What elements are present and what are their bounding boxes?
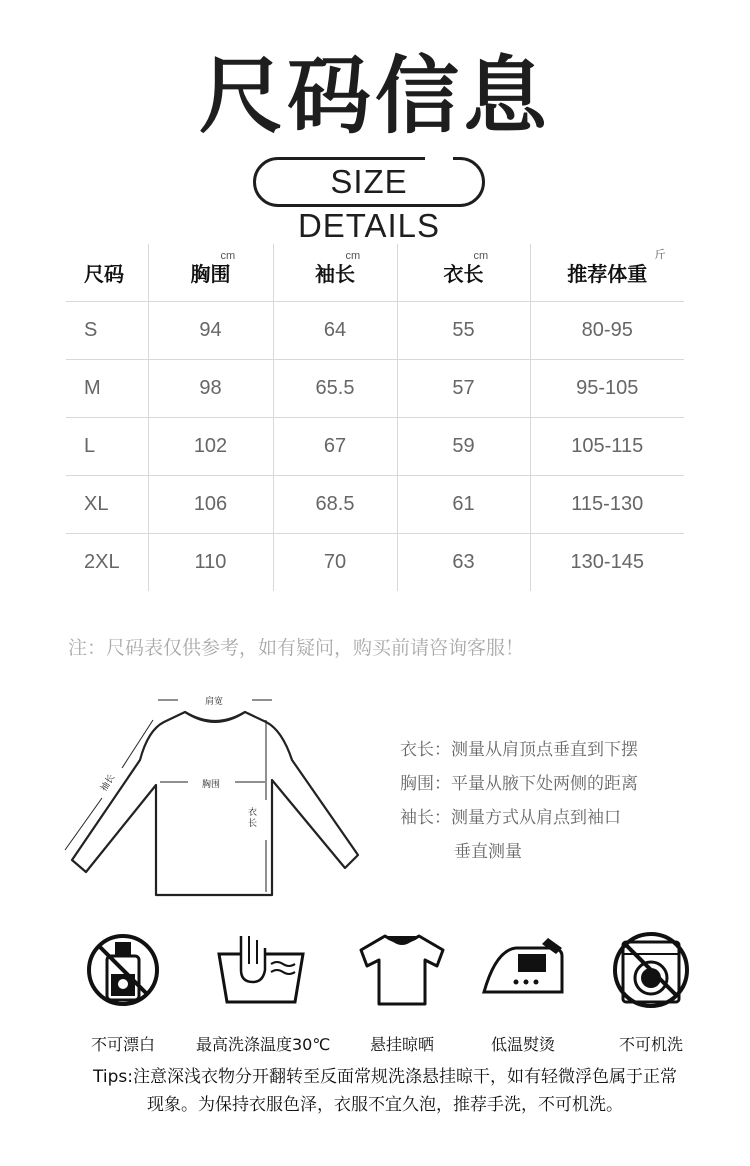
cell-length: 63 <box>397 534 530 592</box>
cell-sleeve: 70 <box>273 534 397 592</box>
cell-sleeve: 67 <box>273 418 397 476</box>
header-sleeve: 袖长 cm <box>273 244 397 302</box>
measurement-guide <box>400 733 700 869</box>
cell-size: S <box>66 302 148 360</box>
page-title: 尺码信息 <box>198 47 551 145</box>
header-chest: 胸围 cm <box>148 244 273 302</box>
subtitle-badge: SIZE DETAILS <box>253 157 485 207</box>
measure-sleeve: 袖长：测量方式从肩点到袖口 <box>400 808 621 828</box>
wash-temperature-icon <box>211 930 311 1010</box>
cell-sleeve: 68.5 <box>273 476 397 534</box>
care-item <box>196 930 331 1055</box>
garment-diagram <box>60 690 370 905</box>
measure-sleeve-cont: 垂直测量 <box>454 842 522 862</box>
chest-label: 胸围 <box>202 780 221 790</box>
table-row <box>66 476 684 534</box>
cell-size: XL <box>66 476 148 534</box>
table-row <box>66 418 684 476</box>
care-label: 最高洗涤温度30℃ <box>196 1035 331 1054</box>
shirt-outline-icon <box>60 690 370 905</box>
table-header-row <box>66 244 684 302</box>
cell-size: M <box>66 360 148 418</box>
shoulder-label: 肩宽 <box>205 697 224 707</box>
no-machine-wash-icon <box>611 930 691 1010</box>
care-label: 不可机洗 <box>618 1035 683 1054</box>
cell-size: L <box>66 418 148 476</box>
care-item <box>337 930 467 1055</box>
cell-chest: 94 <box>148 302 273 360</box>
cell-length: 55 <box>397 302 530 360</box>
cell-length: 59 <box>397 418 530 476</box>
low-iron-icon <box>478 930 568 1010</box>
table-row <box>66 302 684 360</box>
cell-length: 57 <box>397 360 530 418</box>
no-bleach-icon <box>83 930 163 1010</box>
tips-line: Tips:注意深浅衣物分开翻转至反面常规洗涤悬挂晾干，如有轻微浮色属于正常 <box>93 1067 677 1087</box>
table-row <box>66 534 684 592</box>
care-item <box>58 930 188 1055</box>
cell-sleeve: 65.5 <box>273 360 397 418</box>
care-tips <box>40 1063 730 1119</box>
length-label: 衣长 <box>248 808 258 829</box>
cell-size: 2XL <box>84 551 120 573</box>
care-label: 不可漂白 <box>90 1035 155 1054</box>
cell-length: 61 <box>397 476 530 534</box>
cell-chest: 110 <box>148 534 273 592</box>
cell-weight: 105-115 <box>530 418 684 476</box>
measure-length: 衣长：测量从肩顶点垂直到下摆 <box>400 740 638 760</box>
cell-weight: 80-95 <box>530 302 684 360</box>
cell-weight: 115-130 <box>530 476 684 534</box>
care-label: 低温熨烫 <box>490 1035 555 1054</box>
sleeve-label: 袖长 <box>99 773 118 794</box>
hang-dry-icon <box>357 930 447 1010</box>
cell-chest: 102 <box>148 418 273 476</box>
care-label: 悬挂晾晒 <box>369 1035 434 1054</box>
cell-chest: 106 <box>148 476 273 534</box>
badge-gap <box>425 150 453 164</box>
measure-chest: 胸围：平量从腋下处两侧的距离 <box>400 774 638 794</box>
table-row <box>66 360 684 418</box>
header-length: 衣长 cm <box>397 244 530 302</box>
care-item <box>586 930 716 1055</box>
tips-line: 现象。为保持衣服色泽，衣服不宜久泡，推荐手洗，不可机洗。 <box>147 1095 623 1115</box>
cell-weight: 130-145 <box>530 534 684 592</box>
header-size: 尺码 <box>66 244 148 302</box>
unit-label: cm <box>220 250 236 262</box>
header-weight: 推荐体重 斤 <box>530 244 684 302</box>
unit-label: 斤 <box>654 249 666 261</box>
care-item <box>458 930 588 1055</box>
cell-sleeve: 64 <box>273 302 397 360</box>
cell-weight: 95-105 <box>530 360 684 418</box>
cell-chest: 98 <box>148 360 273 418</box>
unit-label: cm <box>473 250 489 262</box>
size-note: 注：尺码表仅供参考，如有疑问，购买前请咨询客服！ <box>68 637 525 659</box>
unit-label: cm <box>345 250 361 262</box>
size-table <box>66 244 684 591</box>
